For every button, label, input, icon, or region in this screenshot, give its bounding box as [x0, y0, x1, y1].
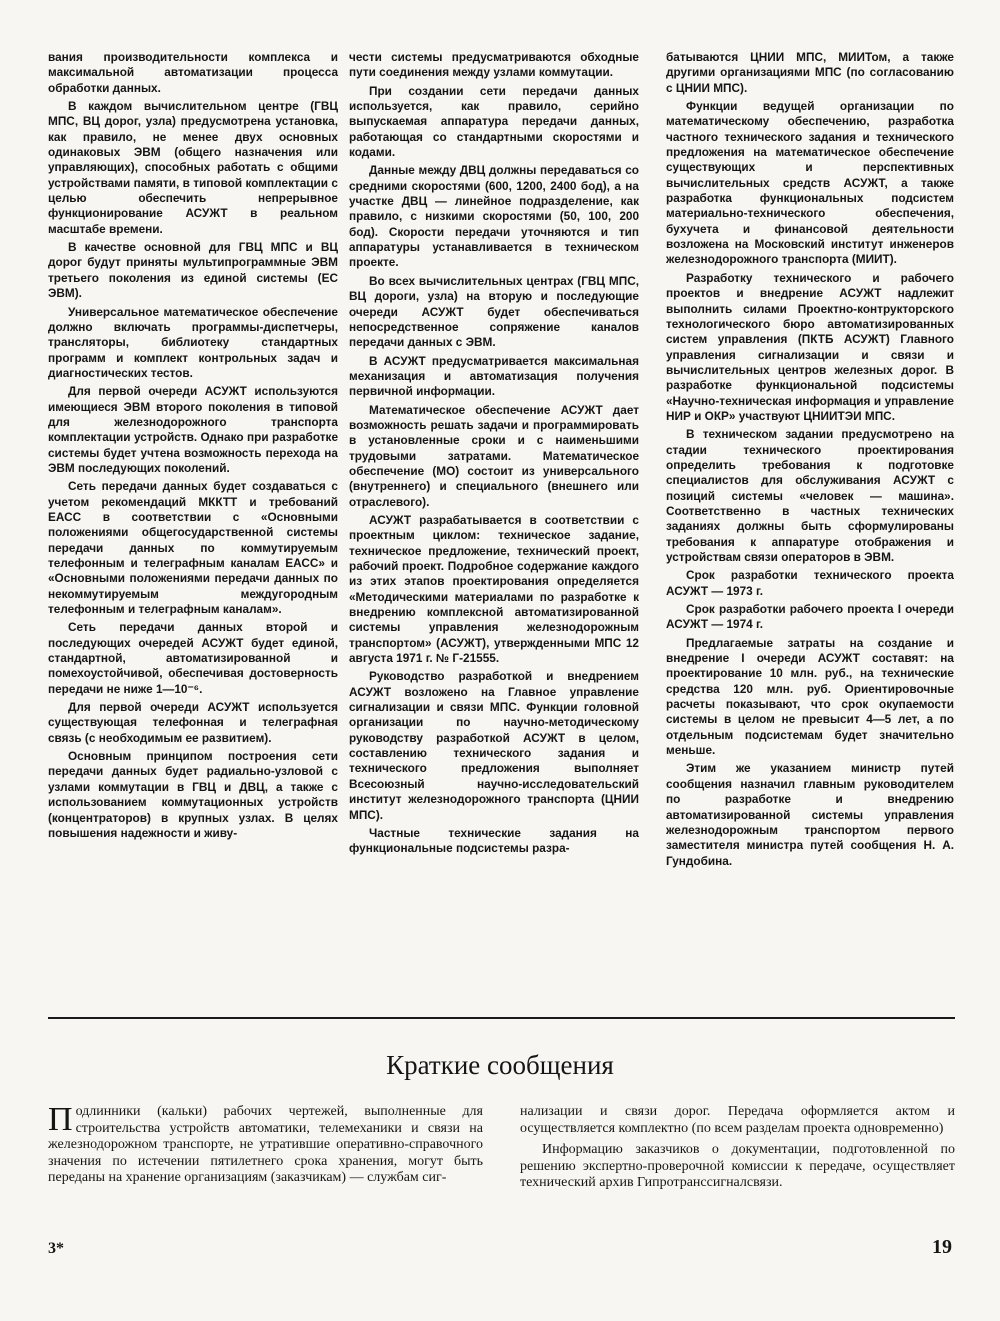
article-paragraph: В качестве основной для ГВЦ МПС и ВЦ дорог будут приняты мультипрограммные ЭВМ третьего поколения из единой системы (ЕС ЭВМ). [48, 240, 338, 301]
section-title: Краткие сообщения [386, 1050, 614, 1080]
article-column-3 [666, 50, 954, 872]
article-paragraph: Частные технические задания на функциональные подсистемы разра- [349, 825, 639, 856]
news-column-1 [48, 1101, 483, 1192]
article-paragraph: Математическое обеспечение АСУЖТ дает возможность решать задачи и программировать в установленные сроки и с наименьшими трудовыми затратами. Математическое обеспечение (МО) состоит из универсального (внутреннего) и специального (внешнего или отраслевого). [349, 402, 639, 509]
news-column-2 [520, 1104, 955, 1197]
article-paragraph: Этим же указанием министр путей сообщения назначил главным руководителем по разработке и внедрению автоматизированной системы управления железнодорожным транспортом первого заместителя министра путей сообщения Н. А. Гундобина. [666, 761, 954, 868]
article-paragraph: Для первой очереди АСУЖТ используется существующая телефонная и телеграфная связь (с необходимым ее развитием). [48, 700, 338, 745]
article-paragraph: Руководство разработкой и внедрением АСУЖТ возложено на Главное управление сигнализации и связи МПС. Функции головной организации по научно-методическому руководству разработкой АСУЖТ в целом, составлению технического задания и технического предложения выполняет Всесоюзный научно-исследовательский институт железнодорожного транспорта (ЦНИИ МПС). [349, 669, 639, 822]
article-paragraph: Срок разработки рабочего проекта I очереди АСУЖТ — 1974 г. [666, 602, 954, 632]
article-paragraph: В каждом вычислительном центре (ГВЦ МПС, ВЦ дорог, узла) предусмотрена установка, как правило, не менее двух основных одинаковых ЭВМ (общего назначения или управляющих), способных работать с общими устройствами памяти, в типовой комплектации с целью обеспечить непрерывное функционирование АСУЖТ в реальном масштабе времени. [48, 99, 338, 236]
article-paragraph: В техническом задании предусмотрено на стадии технического проектирования определить требования к подготовке специалистов для обслуживания АСУЖТ с позиций системы «человек — машина». Соответственно в частных технических заданиях должны быть сформулированы требования к аппаратуре отображения и устройствам связи операторов в ЭВМ. [666, 427, 954, 564]
printer-signature-mark: 3* [48, 1240, 64, 1257]
article-paragraph: Функции ведущей организации по математическому обеспечению, разработка частного технического задания и технического предложения на математическое обеспечение существующих и перспективных вычислительных средств АСУЖТ, а также разработка функциональных подсистем материально-технического обеспечения, бухучета и финансовой деятельности возложена на Московский институт инженеров железнодорожного транспорта (МИИТ). [666, 99, 954, 267]
article-paragraph: Предлагаемые затраты на создание и внедрение I очереди АСУЖТ составят: на проектирование 10 млн. руб., на технические средства 120 млн. руб. Ориентировочные расчеты показывают, что срок окупаемости системы в целом не превысит 4—5 лет, а по отдельным подсистемам будет значительно меньше. [666, 635, 954, 758]
article-paragraph: чести системы предусматриваются обходные пути соединения между узлами коммутации. [349, 50, 639, 80]
article-column-1 [48, 50, 338, 844]
article-paragraph: Данные между ДВЦ должны передаваться со средними скоростями (600, 1200, 2400 бод), а на участке ДВЦ — линейное подразделение, как правило, с низкими скоростями (50, 100, 200 бод). Скорости передачи уточняются и тип аппаратуры устанавливается в техническом проекте. [349, 163, 639, 270]
article-paragraph: Сеть передачи данных второй и последующих очередей АСУЖТ будет единой, стандартной, автоматизированной и помехоустойчивой, обеспечивая достоверность передачи не ниже 1—10⁻⁶. [48, 620, 338, 696]
article-paragraph: батываются ЦНИИ МПС, МИИТом, а также другими организациями МПС (по согласованию с ЦНИИ МПС). [666, 50, 954, 95]
article-paragraph: Разработку технического и рабочего проектов и внедрение АСУЖТ надлежит выполнить силами Проектно-контрукторского технологического бюро автоматизированных систем управления (ПКТБ АСУЖТ) Главного управления сигнализации и связи и вычислительных центров железных дорог. В разработке функциональной подсистемы «Научно-техническая информация и управление НИР и ОКР» участвуют ЦНИИТЭИ МПС. [666, 270, 954, 423]
news-paragraph: Информацию заказчиков о документации, подготовленной по решению экспертно-проверочной комиссии к передаче, осуществляет технический архив Гипротранссигналсвязи. [520, 1142, 955, 1191]
page-number: 19 [932, 1236, 952, 1258]
article-paragraph: В АСУЖТ предусматривается максимальная механизация и автоматизация получения первичной информации. [349, 353, 639, 399]
article-paragraph: Во всех вычислительных центрах (ГВЦ МПС, ВЦ дороги, узла) на вторую и последующие очереди АСУЖТ будет обеспечиваться непосредственное сопряжение каналов передачи данных с ЭВМ. [349, 273, 639, 350]
section-divider [48, 1017, 955, 1019]
article-column-2 [349, 50, 639, 860]
news-paragraph-text: одлинники (кальки) рабочих чертежей, выполненные для строительства устройств автоматики, телемеханики и связи на железнодорожном транспорте, не утратившие оперативно-справочного значения по истечении пятилетнего срока хранения, могут быть переданы на хранение организациям (заказчикам) — службам сиг- [48, 1104, 483, 1186]
news-paragraph: нализации и связи дорог. Передача оформляется актом и осуществляется комплектно (по всем разделам проекта одновременно) [520, 1104, 955, 1136]
news-paragraph [48, 1101, 483, 1187]
article-paragraph: Срок разработки технического проекта АСУЖТ — 1973 г. [666, 568, 954, 598]
drop-cap: П [48, 1101, 73, 1138]
article-paragraph: АСУЖТ разрабатывается в соответствии с проектным циклом: техническое задание, техническое предложение, технический проект, рабочий проект. Подробное содержание каждого из этих этапов проектирования определяется «Методическими материалами по разработке к внедрению комплексной автоматизированной системы управления железнодорожным транспортом» (АСУЖТ), утвержденными МПС 12 августа 1971 г. № Г-21555. [349, 512, 639, 666]
article-paragraph: Для первой очереди АСУЖТ используются имеющиеся ЭВМ второго поколения в типовой для железнодорожного транспорта комплектации устройств. Однако при разработке системы будет учтена возможность перехода на ЭВМ последующих поколений. [48, 384, 338, 475]
article-paragraph: Универсальное математическое обеспечение должно включать программы-диспетчеры, трансляторы, библиотеку стандартных программ и комплект контрольных задач и диагностических тестов. [48, 304, 338, 380]
article-paragraph: вания производительности комплекса и максимальной автоматизации процесса обработки данных. [48, 50, 338, 95]
article-paragraph: Сеть передачи данных будет создаваться с учетом рекомендаций МККТТ и требований ЕАСС в соответствии с «Основными положениями общегосударственной системы передачи данных по коммутируемым телефонным и телеграфным каналам ЕАСС» и «Основными положениями передачи данных по некоммутируемым междугородным телефонным и телеграфным каналам». [48, 479, 338, 617]
article-paragraph: При создании сети передачи данных используется, как правило, серийно выпускаемая аппаратура передачи данных, работающая со стандартными скоростями и кодами. [349, 83, 639, 160]
article-paragraph: Основным принципом построения сети передачи данных будет радиально-узловой с узлами коммутации в ГВЦ и ДВЦ, а также с использованием коммутационных устройств (концентраторов) в крупных узлах. В целях повышения надежности и живу- [48, 749, 338, 840]
